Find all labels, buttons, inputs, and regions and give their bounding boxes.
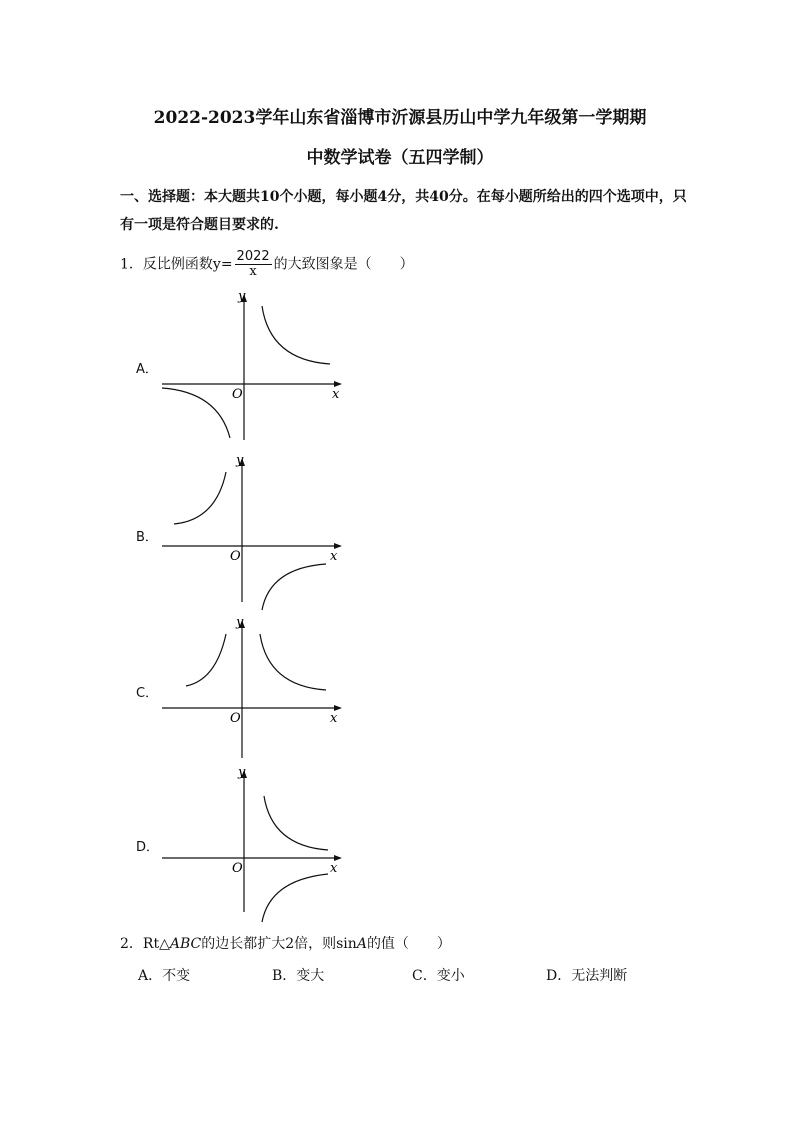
angle-name: A (356, 936, 367, 952)
curve-quadrant-2 (174, 472, 226, 524)
curve-quadrant-1 (262, 306, 330, 364)
curve-quadrant-1 (260, 634, 326, 690)
option-a-graph (130, 288, 350, 448)
question-2-suffix: 的值（ ） (366, 936, 451, 952)
hyperbola-plot-c (130, 614, 350, 774)
hyperbola-plot-a (130, 288, 350, 448)
y-axis-label: y (238, 765, 246, 780)
option-b-graph (130, 452, 350, 612)
y-axis-label: y (236, 453, 244, 468)
fraction (235, 250, 272, 279)
origin-label: O (230, 711, 241, 726)
y-axis-label: y (238, 289, 246, 304)
x-axis-label: x (330, 549, 338, 564)
triangle-name: ABC (169, 936, 202, 952)
curve-quadrant-3 (162, 388, 230, 438)
x-axis-label: x (330, 861, 338, 876)
question-1-suffix: 的大致图象是（ ） (273, 256, 414, 273)
question-2-stem (120, 930, 451, 958)
question-2-option-b: B．变大 (272, 968, 325, 984)
curve-quadrant-2 (186, 634, 226, 686)
curve-quadrant-1 (264, 796, 328, 850)
fraction-denominator: x (249, 264, 257, 279)
exam-title-line1: 2022-2023学年山东省淄博市沂源县历山中学九年级第一学期期 (153, 108, 647, 128)
origin-label: O (230, 549, 241, 564)
question-1-stem (120, 250, 414, 279)
y-axis-label: y (236, 615, 244, 630)
question-1-prefix: 1．反比例函数y= (120, 256, 233, 273)
curve-quadrant-4 (262, 564, 326, 610)
fraction-numerator: 2022 (236, 249, 270, 264)
option-c-label: C． (136, 686, 159, 701)
option-a-label: A． (136, 362, 158, 377)
option-b-label: B． (136, 530, 158, 545)
question-2-option-d: D．无法判断 (546, 968, 628, 984)
hyperbola-plot-d (130, 764, 350, 924)
exam-title-line2: 中数学试卷（五四学制） (306, 148, 494, 168)
origin-label: O (232, 387, 243, 402)
curve-quadrant-4 (262, 874, 328, 922)
hyperbola-plot-b (130, 452, 350, 612)
question-2-middle: 的边长都扩大2倍，则sin (201, 936, 357, 952)
question-2-option-c: C．变小 (412, 968, 465, 984)
section-instructions: 一、选择题：本大题共10个小题，每小题4分，共40分。在每小题所给出的四个选项中，只有一项是符合题目要求的. (120, 189, 687, 233)
question-2-prefix: 2．Rt△ (120, 936, 170, 952)
x-axis-label: x (330, 711, 338, 726)
option-c-graph (130, 614, 350, 774)
option-d-graph (130, 764, 350, 924)
x-axis-label: x (332, 387, 340, 402)
option-d-label: D． (136, 840, 160, 855)
origin-label: O (232, 861, 243, 876)
question-2-option-a: A．不变 (138, 968, 191, 984)
